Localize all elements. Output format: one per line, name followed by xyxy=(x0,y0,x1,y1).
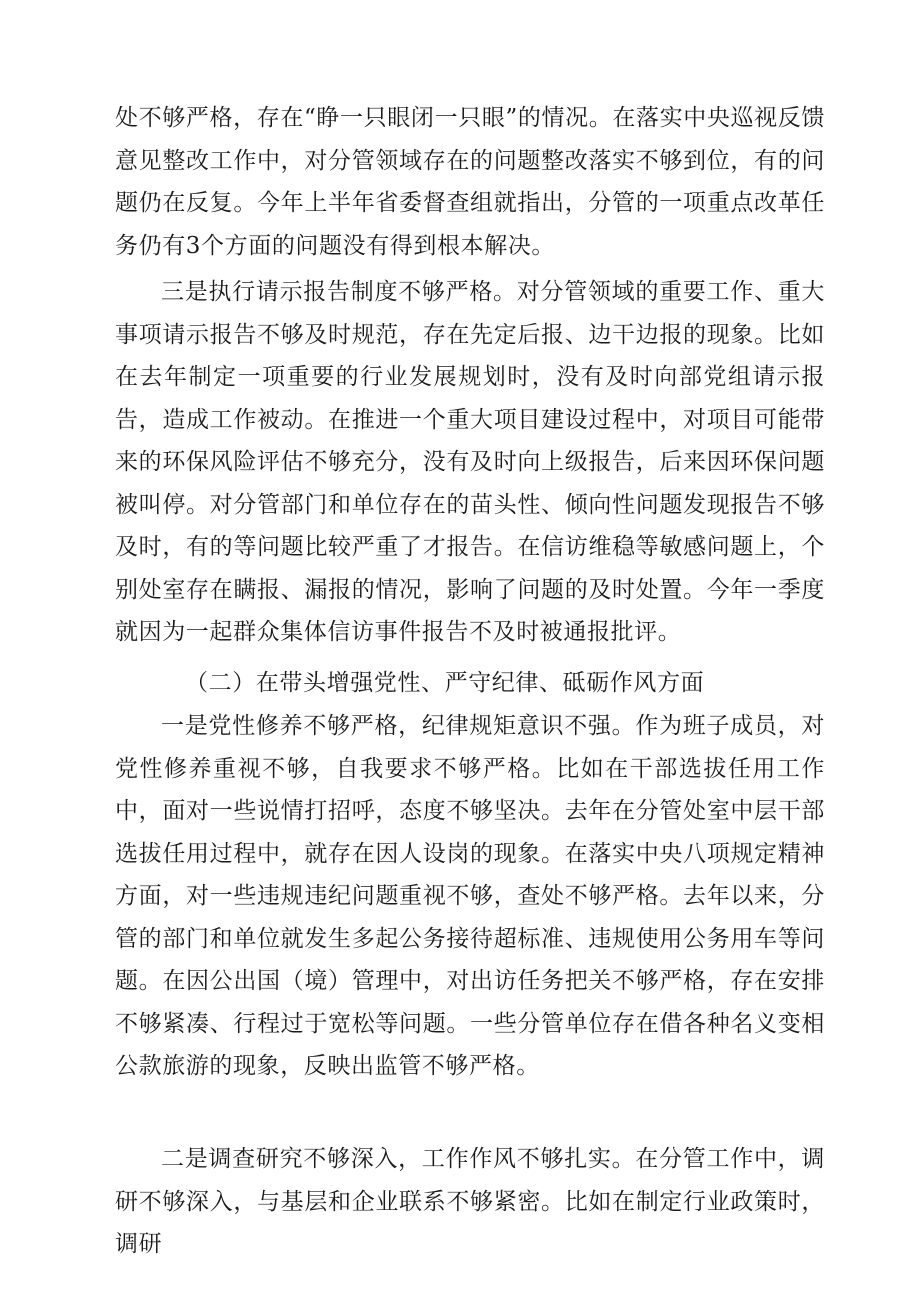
paragraph-item-2 xyxy=(115,1138,825,1266)
paragraph-text: 二是调查研究不够深入，工作作风不够扎实。在分管工作中，调研不够深入，与基层和企业联系不够紧密。比如在制定行业政策时，调研 xyxy=(115,1146,825,1257)
paragraph-item-3 xyxy=(115,271,825,654)
paragraph-text: 一是党性修养不够严格，纪律规矩意识不强。作为班子成员，对党性修养重视不够，自我要求不够严格。比如在干部选拔任用工作中，面对一些说情打招呼，态度不够坚决。去年在分管处室中层干部选拔任用过程中，就存在因人设岗的现象。在落实中央八项规定精神方面，对一些违规违纪问题重视不够，查处不够严格。去年以来，分管的部门和单位就发生多起公务接待超标准、违规使用公务用车等问题。在因公出国（境）管理中，对出访任务把关不够严格，存在安排不够紧凑、行程过于宽松等问题。一些分管单位存在借各种名义变相公款旅游的现象，反映出监管不够严格。 xyxy=(115,713,825,1079)
section-heading xyxy=(115,662,825,705)
paragraph-text: 处不够严格，存在“睁一只眼闭一只眼”的情况。在落实中央巡视反馈意见整改工作中，对分管领域存在的问题整改落实不够到位，有的问题仍在反复。今年上半年省委督查组就指出，分管的一项重点改革任务仍有3个方面的问题没有得到根本解决。 xyxy=(115,105,825,259)
paragraph-item-1 xyxy=(115,705,825,1088)
paragraph-continued xyxy=(115,97,825,267)
section-heading-text: （二）在带头增强党性、严守纪律、砥砺作风方面 xyxy=(185,670,705,696)
paragraph-text: 三是执行请示报告制度不够严格。对分管领域的重要工作、重大事项请示报告不够及时规范，存在先定后报、边干边报的现象。比如在去年制定一项重要的行业发展规划时，没有及时向部党组请示报告，造成工作被动。在推进一个重大项目建设过程中，对项目可能带来的环保风险评估不够充分，没有及时向上级报告，后来因环保问题被叫停。对分管部门和单位存在的苗头性、倾向性问题发现报告不够及时，有的等问题比较严重了才报告。在信访维稳等敏感问题上，个别处室存在瞒报、漏报的情况，影响了问题的及时处置。今年一季度就因为一起群众集体信访事件报告不及时被通报批评。 xyxy=(115,279,825,645)
